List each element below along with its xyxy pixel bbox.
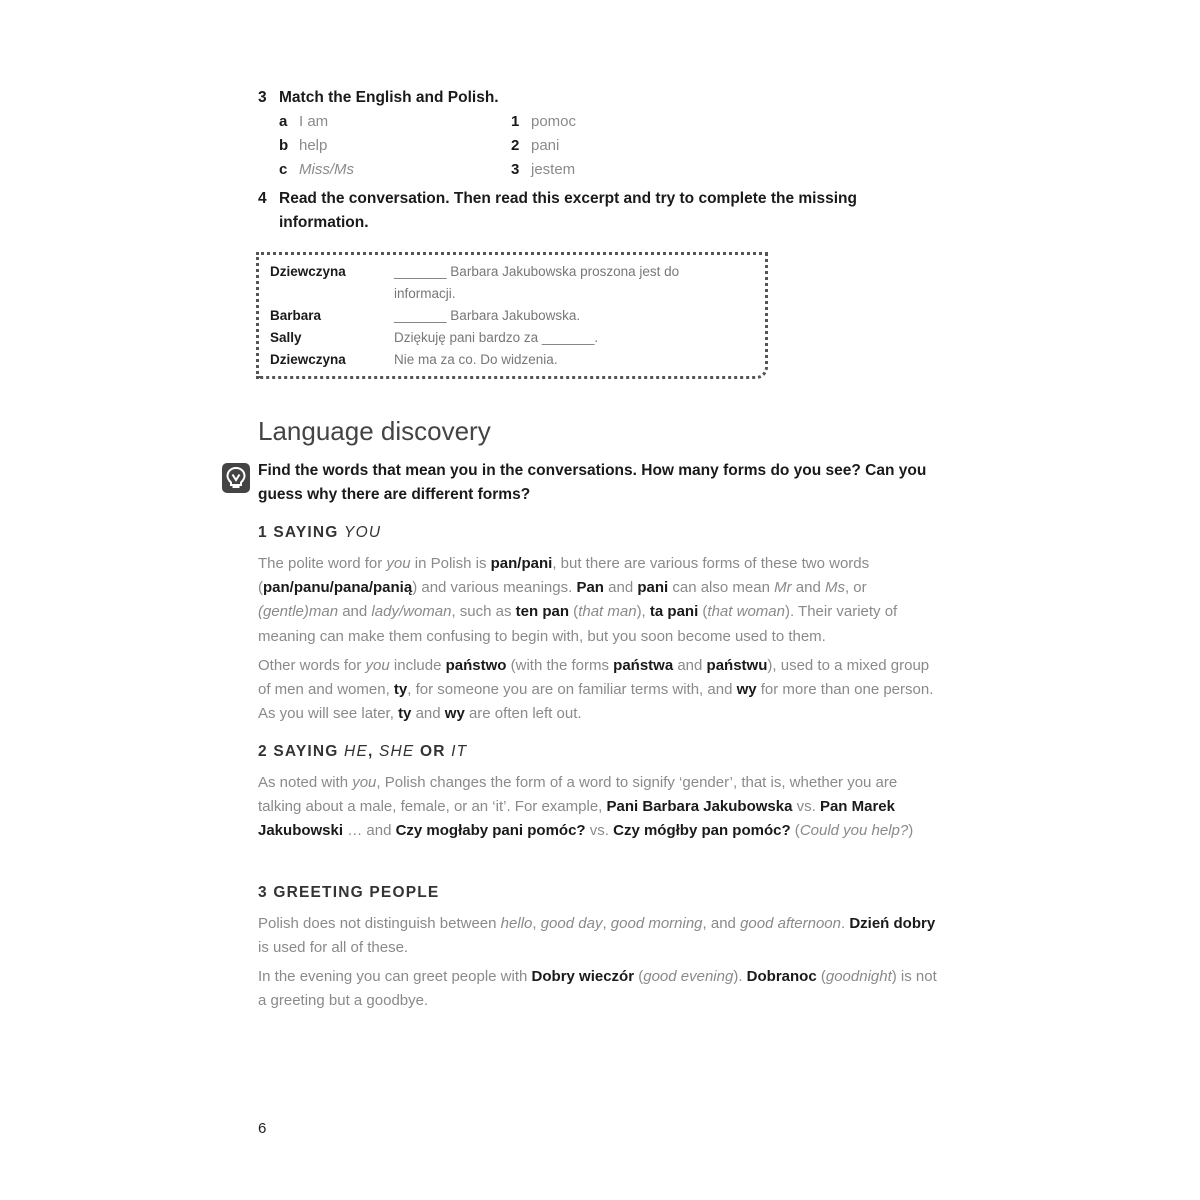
heading-text: , (367, 743, 379, 760)
dialogue-line (270, 349, 750, 371)
dialogue-line (270, 327, 750, 349)
subsection-heading (258, 743, 467, 761)
discovery-task: Find the words that mean you in the conversations. How many forms do you see? Can you guess why there are different forms? (258, 462, 927, 503)
match-key: 2 (511, 137, 520, 154)
paragraph-saying-he-she-it: As noted with you, Polish changes the form of a word to signify ‘gender’, that is, whether you are talking about a male, female, or an ‘it’. For example, Pani Barbara Jakubowska vs. Pan Marek Jakubowski … and Czy mogłaby pani pomóc? vs. Czy mógłby pan pomóc? (Could you help?) (258, 774, 914, 840)
match-value: Miss/Ms (299, 161, 354, 178)
match-key: c (279, 161, 288, 178)
paragraph-saying-you-1: The polite word for you in Polish is pan/pani, but there are various forms of these two words (pan/panu/pana/panią) and various meanings. Pan and pani can also mean Mr and Ms, or (gentle)man and lady/woman, such as ten pan (that man), ta pani (that woman). Their variety of meaning can make them confusing to begin with, but you soon become used to them. (258, 555, 898, 645)
dialogue-text: Nie ma za co. Do widzenia. (394, 352, 558, 367)
match-value: pomoc (531, 113, 577, 130)
match-item-english (279, 160, 354, 180)
paragraph-greeting-2: In the evening you can greet people with Dobry wieczór (good evening). Dobranoc (goodnight) is not a greeting but a goodbye. (258, 968, 937, 1010)
match-item-polish (511, 160, 575, 180)
dialogue-line (270, 261, 750, 305)
section-title: Language discovery (258, 416, 491, 446)
match-item-polish (511, 136, 559, 156)
match-key: 3 (511, 161, 520, 178)
page-number: 6 (258, 1120, 267, 1137)
heading-text: 1 SAYING (258, 524, 345, 541)
match-value: I am (299, 113, 329, 130)
exercise-number: 3 (258, 89, 267, 106)
dialogue-line (270, 305, 750, 327)
paragraph-greeting-1: Polish does not distinguish between hello, good day, good morning, and good afternoon. Dzień dobry is used for all of these. (258, 915, 936, 957)
heading-word: YOU (344, 524, 382, 541)
subsection-heading (258, 524, 381, 542)
match-value: pani (531, 137, 560, 154)
match-key: b (279, 137, 289, 154)
match-item-english (279, 112, 328, 132)
speaker-name: Sally (270, 330, 302, 345)
match-value: help (299, 137, 328, 154)
match-key: 1 (511, 113, 520, 130)
match-key: a (279, 113, 288, 130)
exercise-4-heading (258, 187, 899, 235)
match-value: jestem (531, 161, 576, 178)
exercise-instruction: Read the conversation. Then read this excerpt and try to complete the missing information. (279, 190, 857, 231)
heading-word: SHE (379, 743, 415, 760)
heading-word: HE (344, 743, 368, 760)
dialogue-text: _______ Barbara Jakubowska. (394, 308, 581, 323)
exercise-instruction: Match the English and Polish. (279, 89, 499, 106)
lightbulb-icon (222, 463, 250, 493)
speaker-name: Dziewczyna (270, 352, 346, 367)
heading-word: IT (451, 743, 468, 760)
dialogue-text: Dziękuję pani bardzo za _______. (394, 330, 599, 345)
speaker-name: Dziewczyna (270, 264, 346, 279)
match-item-polish (511, 112, 576, 132)
exercise-3-heading (258, 86, 879, 110)
heading-text: 2 SAYING (258, 743, 345, 760)
exercise-number: 4 (258, 190, 267, 207)
subsection-heading: 3 GREETING PEOPLE (258, 884, 440, 901)
heading-text: OR (414, 743, 452, 760)
dialogue-text: _______ Barbara Jakubowska proszona jest do informacji. (394, 264, 680, 301)
match-item-english (279, 136, 327, 156)
paragraph-saying-you-2: Other words for you include państwo (with the forms państwa and państwu), used to a mixed group of men and women, ty, for someone you are on familiar terms with, and wy for more than one person. As you will see later, ty and wy are often left out. (258, 657, 934, 723)
speaker-name: Barbara (270, 308, 322, 323)
